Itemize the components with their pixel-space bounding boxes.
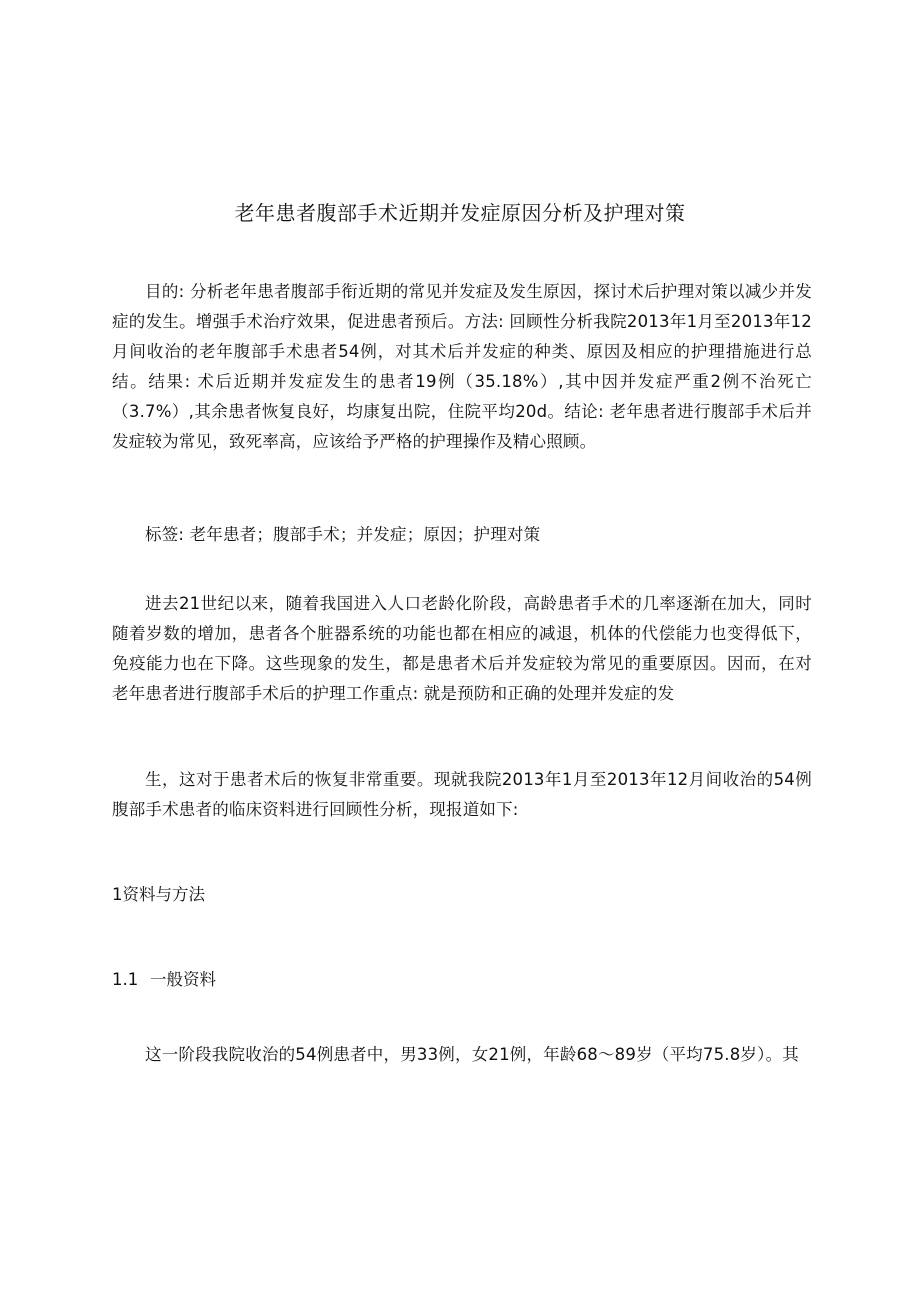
keywords-line: 标签: 老年患者；腹部手术；并发症；原因；护理对策	[145, 525, 541, 544]
subsection-paragraph: 这一阶段我院收治的54例患者中，男33例，女21例，年龄68～89岁（平均75.8岁）。其	[145, 1045, 799, 1064]
subsection-heading	[112, 965, 216, 995]
section-heading: 1资料与方法	[112, 885, 205, 904]
subsection-title: 一般资料	[150, 970, 216, 989]
document-title: 老年患者腹部手术近期并发症原因分析及护理对策	[234, 201, 686, 225]
intro-paragraph-part2: 生，这对于患者术后的恢复非常重要。现就我院2013年1月至2013年12月间收治的54例腹部手术患者的临床资料进行回顾性分析，现报道如下:	[112, 770, 812, 819]
subsection-number: 1.1	[112, 970, 139, 989]
abstract-paragraph: 目的: 分析老年患者腹部手衔近期的常见并发症及发生原因，探讨术后护理对策以减少并发症的发生。增强手术治疗效果，促进患者预后。方法: 回顾性分析我院2013年1月至2013年12月间收治的老年腹部手术患者54例，对其术后并发症的种类、原因及相应的护理措施进行总结。结果: 术后近期并发症发生的患者19例（35.18%）,其中因并发症严重2例不治死亡（3.7%）,其余患者恢复良好，均康复出院，住院平均20d。结论: 老年患者进行腹部手术后并发症较为常见，致死率高，应该给予严格的护理操作及精心照顾。	[112, 282, 812, 451]
intro-paragraph-part1: 进去21世纪以来，随着我国进入人口老龄化阶段，高龄患者手术的几率逐渐在加大，同时随着岁数的增加，患者各个脏器系统的功能也都在相应的减退，机体的代偿能力也变得低下，免疫能力也在下降。这些现象的发生，都是患者术后并发症较为常见的重要原因。因而，在对老年患者进行腹部手术后的护理工作重点: 就是预防和正确的处理并发症的发	[112, 594, 812, 703]
